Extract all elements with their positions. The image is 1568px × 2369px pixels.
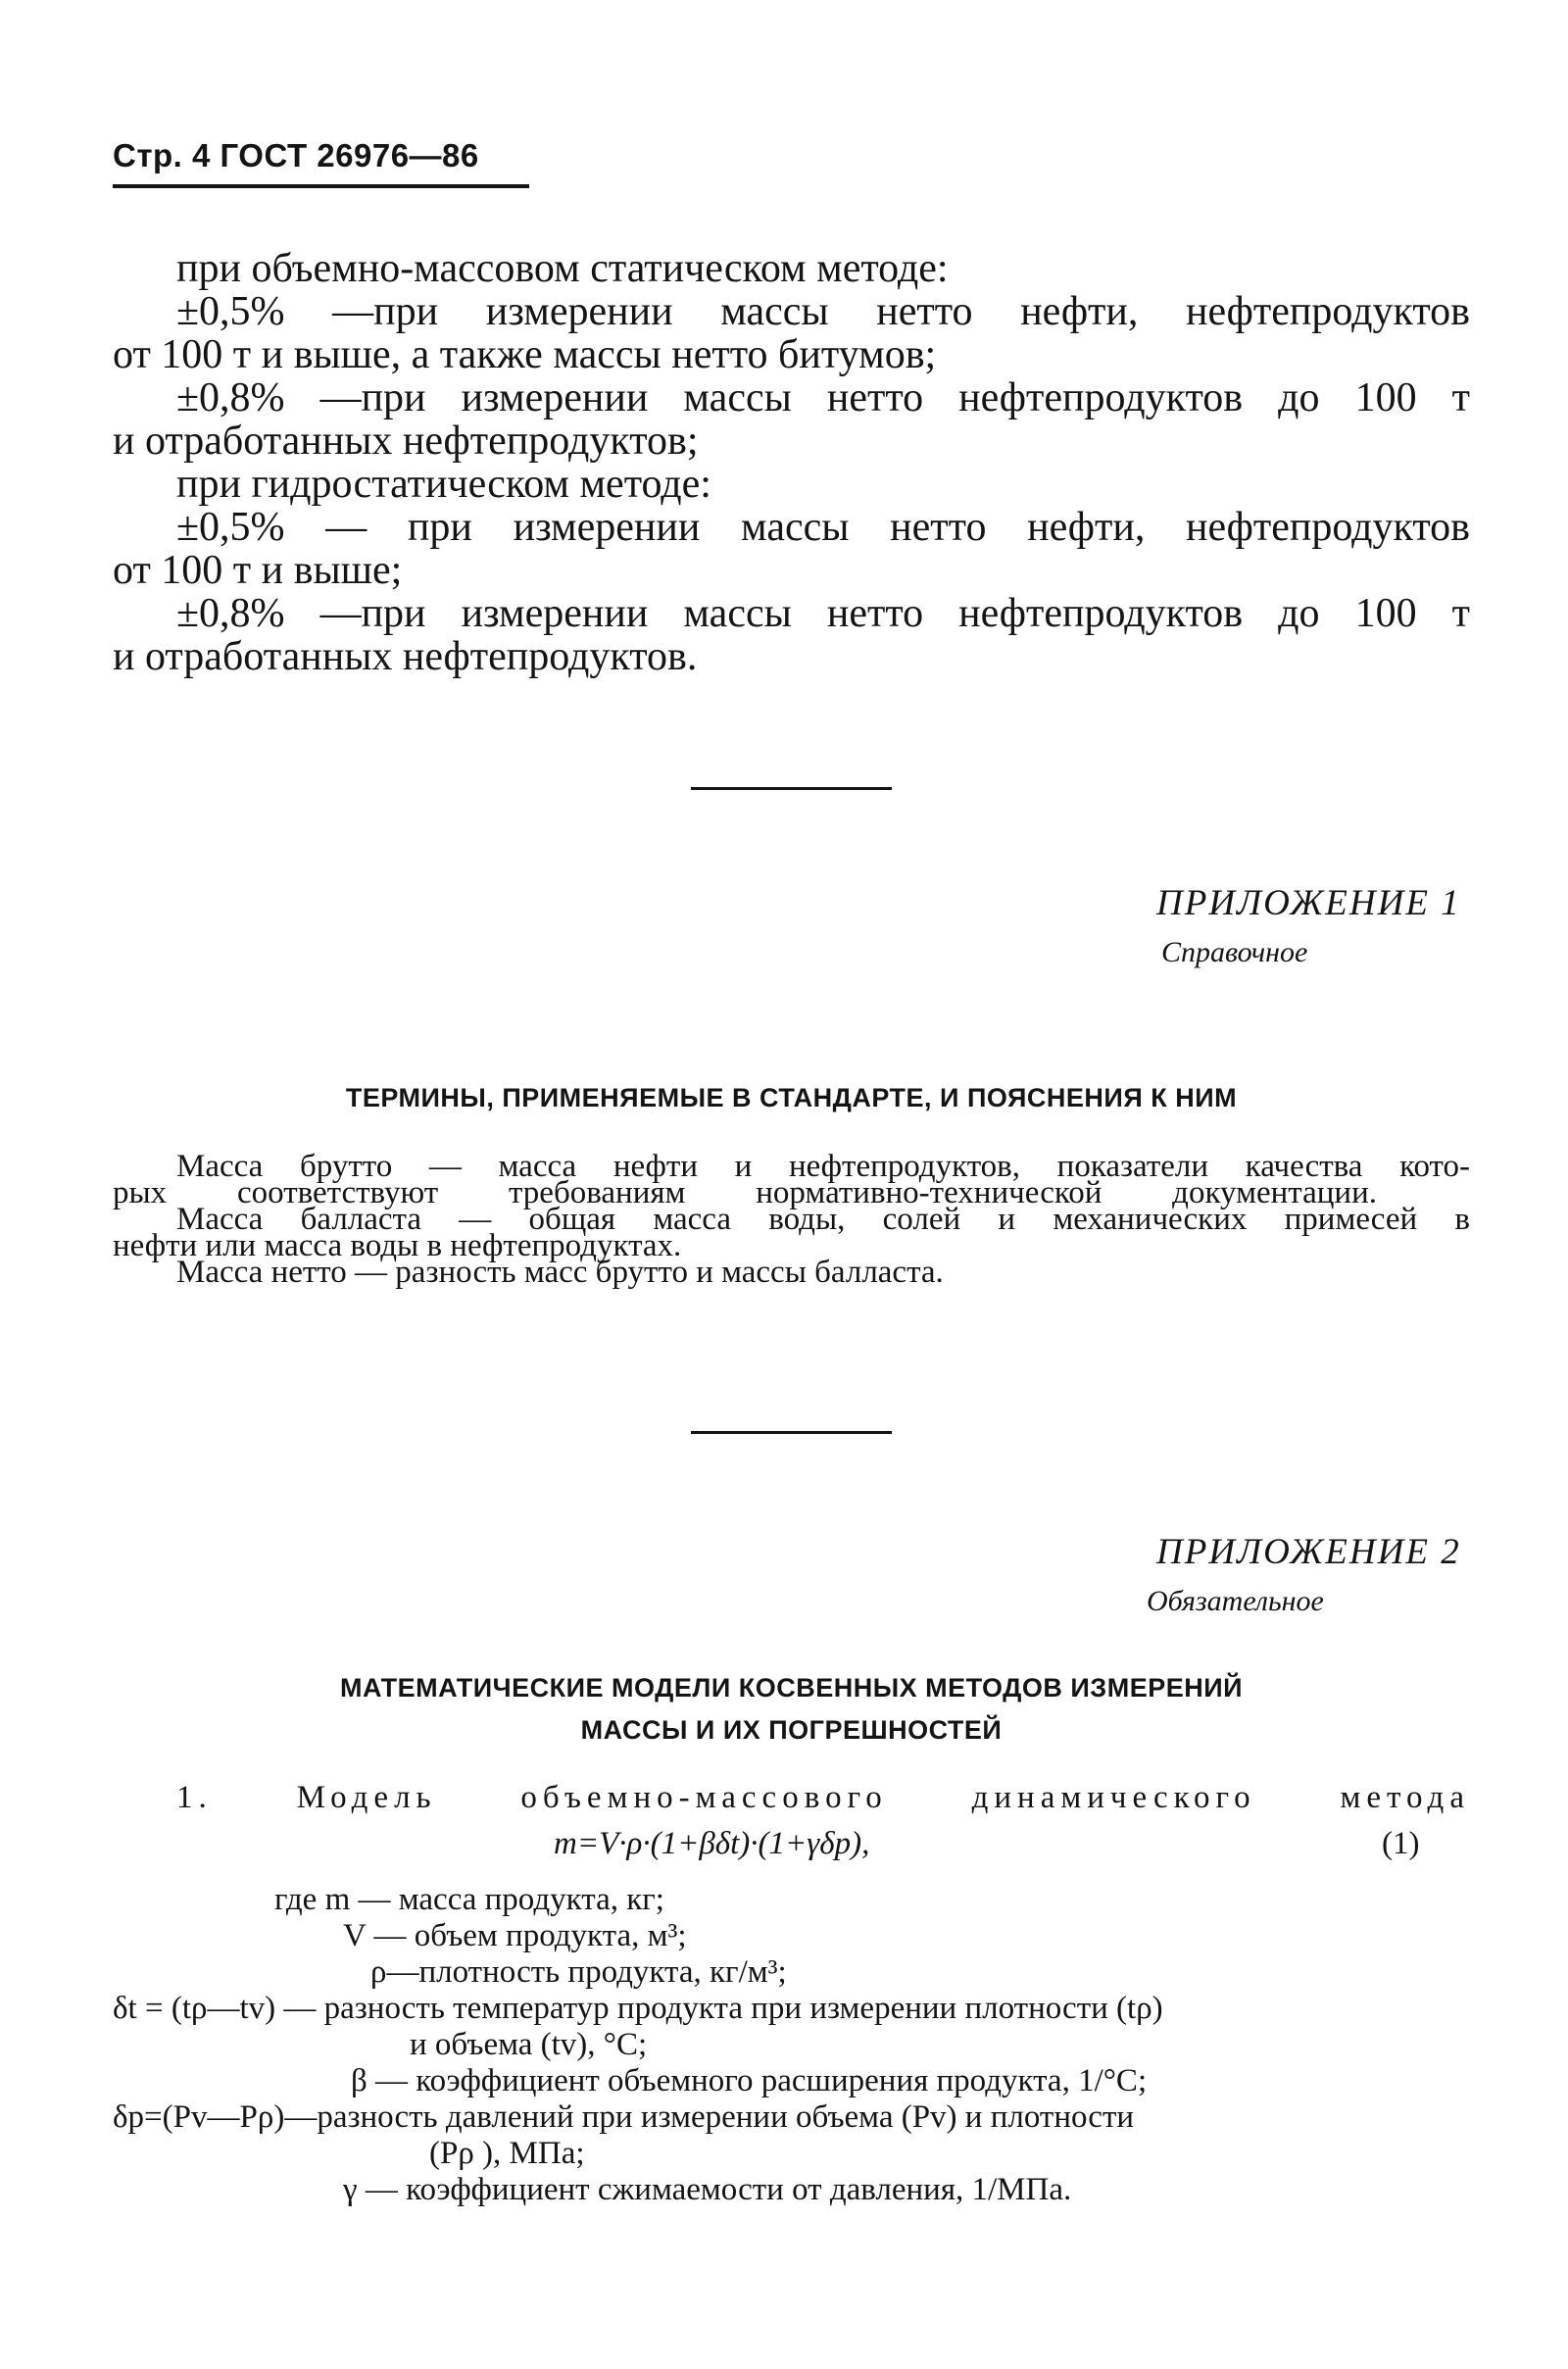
intro-line: при объемно-массовом статическом методе: [176,246,949,291]
intro-line: ±0,5% — при измерении массы нетто нефти, нефтепродуктов [176,505,1470,550]
intro-line: от 100 т и выше; [113,548,403,593]
definition-line: (Pρ ), МПа; [429,2136,585,2171]
definition-line: где m — масса продукта, кг; [274,1882,664,1917]
intro-text [113,247,1470,678]
definition-line: δp=(Pv—Pρ)—разность давлений при измерении объема (Pv) и плотности [113,2099,1135,2135]
intro-line: при гидростатическом методе: [176,462,711,507]
intro-line: от 100 т и выше, а также массы нетто битумов; [113,332,937,377]
appendix1-type: Справочное [1161,936,1308,968]
appendix2-type: Обязательное [1147,1585,1324,1617]
intro-line: ±0,8% —при измерении массы нетто нефтепродуктов до 100 т [176,591,1470,636]
term-line: нефти или масса воды в нефтепродуктах. [113,1228,682,1263]
definition-line: γ — коэффициент сжимаемости от давления, 1/МПа. [343,2172,1072,2207]
appendix2-heading-line2: МАССЫ И ИХ ПОГРЕШНОСТЕЙ [580,1715,1003,1745]
definition-line: ρ—плотность продукта, кг/м³; [370,1954,787,1990]
definition-line: δt = (tρ—tv) — разность температур продукта при измерении плотности (tρ) [113,1991,1163,2026]
term-line: Масса балласта — общая масса воды, солей и механических примесей в [176,1202,1470,1237]
separator-rule [691,1431,892,1434]
term-line: рых соответствуют требованиям нормативно-технической документации. [113,1175,1377,1210]
definition-line: и объема (tv), °С; [410,2027,648,2062]
intro-line: и отработанных нефтепродуктов. [113,634,698,679]
appendix2-label: ПРИЛОЖЕНИЕ 2 [1156,1532,1461,1572]
page-header: Стр. 4 ГОСТ 26976—86 [113,137,529,188]
appendix2-heading-line1: МАТЕМАТИЧЕСКИЕ МОДЕЛИ КОСВЕННЫХ МЕТОДОВ ИЗМЕРЕНИЙ [339,1673,1244,1703]
definition-line: β — коэффициент объемного расширения продукта, 1/°С; [351,2063,1148,2098]
appendix1-text [113,1149,1470,1290]
appendix1-label: ПРИЛОЖЕНИЕ 1 [1156,883,1461,923]
section-title: 1. Модель объемно-массового динамического метода [176,1780,1470,1815]
separator-rule [691,787,892,790]
intro-line: ±0,8% —при измерении массы нетто нефтепродуктов до 100 т [176,375,1470,420]
term-line: Масса брутто — масса нефти и нефтепродуктов, показатели качества кото- [176,1149,1470,1184]
formula: m=V·ρ·(1+βδt)·(1+γδp), [554,1826,870,1861]
intro-line: и отработанных нефтепродуктов; [113,419,699,464]
intro-line: ±0,5% —при измерении массы нетто нефти, нефтепродуктов [176,289,1470,334]
definition-line: V — объем продукта, м³; [343,1918,687,1953]
appendix1-heading: ТЕРМИНЫ, ПРИМЕНЯЕМЫЕ В СТАНДАРТЕ, И ПОЯСНЕНИЯ К НИМ [345,1083,1238,1112]
formula-number: (1) [1382,1826,1420,1861]
term-line: Масса нетто — разность масс брутто и массы балласта. [176,1255,944,1290]
